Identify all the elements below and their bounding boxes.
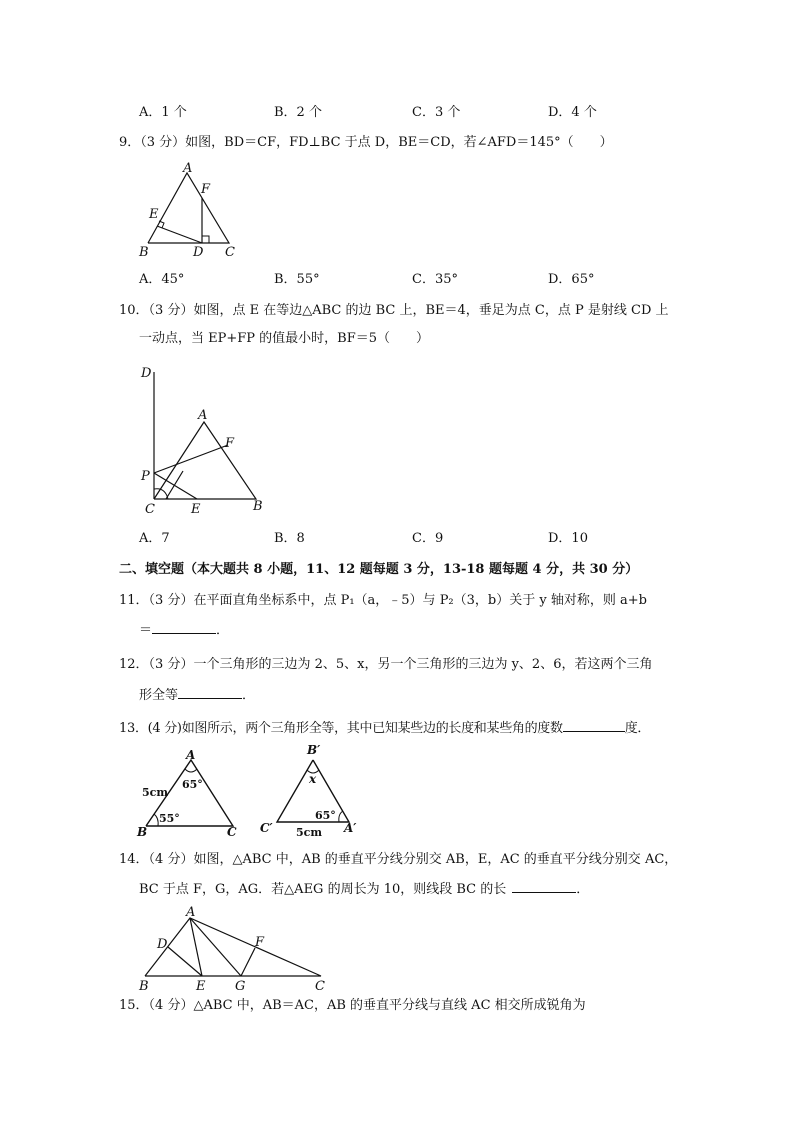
q13-answer-blank[interactable] bbox=[563, 719, 625, 732]
q14-label-d: D bbox=[157, 937, 168, 952]
q8-option-c: C．3 个 bbox=[412, 105, 461, 120]
q12-prefix: 形全等 bbox=[139, 688, 179, 703]
q10-segment-pf bbox=[154, 445, 228, 473]
q14-label-c: C bbox=[315, 979, 325, 994]
q9-option-c: C．35° bbox=[412, 272, 458, 287]
q10-question-line1: 10．（3 分）如图，点 E 在等边△ABC 的边 BC 上，BE＝4，垂足为点 C，点 P 是射线 CD 上 bbox=[119, 303, 669, 318]
q10-segment-pe bbox=[154, 473, 197, 499]
q13-tri2-shape bbox=[277, 760, 349, 822]
q12-question-line2 bbox=[139, 686, 255, 705]
q9-label-d: D bbox=[193, 245, 204, 260]
q10-label-c: C bbox=[145, 502, 155, 517]
q12-answer-blank[interactable] bbox=[178, 686, 242, 699]
q10-option-a: A．7 bbox=[139, 531, 170, 546]
q14-label-e: E bbox=[196, 979, 206, 994]
q11-prefix: ＝ bbox=[139, 623, 153, 638]
q11-question-line1: 11．（3 分）在平面直角坐标系中，点 P₁（a，﹣5）与 P₂（3，b）关于 y 轴对称，则 a+b bbox=[119, 593, 647, 608]
q9-triangle-abc bbox=[148, 173, 229, 243]
q9-segment-ed bbox=[157, 226, 202, 243]
q10-option-c: C．9 bbox=[412, 531, 444, 546]
q13-figure-triangle-2 bbox=[260, 740, 380, 840]
q9-label-e: E bbox=[149, 207, 159, 222]
q14-label-f: F bbox=[255, 935, 265, 950]
q13-suffix: 度． bbox=[624, 721, 651, 736]
q9-option-d: D．65° bbox=[548, 272, 595, 287]
q9-label-b: B bbox=[139, 245, 149, 260]
q15-question-line1: 15．（4 分）△ABC 中，AB＝AC，AB 的垂直平分线与直线 AC 相交所成锐角为 bbox=[119, 998, 586, 1013]
q11-question-line2 bbox=[139, 621, 229, 640]
q14-figure bbox=[135, 904, 335, 994]
q10-option-b: B．8 bbox=[274, 531, 305, 546]
q9-option-b: B．55° bbox=[274, 272, 320, 287]
q12-question-line1: 12．（3 分）一个三角形的三边为 2、5、x，另一个三角形的三边为 y、2、6，若这两个三角 bbox=[119, 657, 653, 672]
q10-triangle-abc bbox=[154, 422, 256, 499]
q14-question-line1: 14．（4 分）如图，△ABC 中，AB 的垂直平分线分别交 AB，E，AC 的垂直平分线分别交 AC， bbox=[119, 852, 678, 867]
q10-label-e: E bbox=[191, 502, 201, 517]
q12-suffix: ． bbox=[242, 688, 256, 703]
q13-tri2-angle-a: 65° bbox=[315, 809, 336, 822]
q13-figure-triangle-1 bbox=[138, 748, 258, 848]
q10-label-p: P bbox=[141, 469, 150, 484]
q10-label-a: A bbox=[198, 408, 208, 423]
q10-option-d: D．10 bbox=[548, 531, 588, 546]
q9-label-c: C bbox=[225, 245, 235, 260]
q14-answer-blank[interactable] bbox=[512, 880, 576, 893]
q9-question-text: 9．（3 分）如图，BD＝CF，FD⊥BC 于点 D，BE＝CD，若∠AFD＝145°（ ） bbox=[119, 135, 613, 150]
q14-prefix: BC 于点 F，G，AG．若△AEG 的周长为 10，则线段 BC 的长 bbox=[139, 882, 507, 897]
q13-tri2-label-a: A′ bbox=[344, 821, 357, 835]
q10-figure bbox=[135, 362, 275, 522]
q13-question-text bbox=[119, 719, 650, 738]
q8-option-a: A．1 个 bbox=[139, 105, 187, 120]
q13-tri1-angle-a: 65° bbox=[182, 778, 203, 791]
q14-label-b: B bbox=[139, 979, 149, 994]
q10-segment-e-helper bbox=[166, 471, 183, 499]
q9-option-a: A．45° bbox=[139, 272, 185, 287]
q13-tri1-side: 5cm bbox=[142, 786, 168, 799]
q13-tri2-angle-x: x bbox=[309, 772, 317, 786]
q9-right-angle-d bbox=[202, 236, 209, 243]
q13-prefix: 13．(4 分)如图所示，两个三角形全等，其中已知某些边的长度和某些角的度数 bbox=[119, 721, 563, 736]
q9-figure bbox=[135, 160, 255, 260]
q13-tri1-label-b: B bbox=[137, 825, 148, 839]
q8-option-b: B．2 个 bbox=[274, 105, 322, 120]
q9-label-a: A bbox=[183, 161, 193, 176]
q8-option-d: D．4 个 bbox=[548, 105, 597, 120]
q14-question-line2 bbox=[139, 880, 589, 899]
q14-segment-ag bbox=[190, 918, 241, 976]
q14-label-g: G bbox=[235, 979, 246, 994]
section-2-title: 二、填空题（本大题共 8 小题，11、12 题每题 3 分，13-18 题每题 4 分，共 30 分） bbox=[119, 562, 639, 577]
q10-question-line2: 一动点，当 EP+FP 的值最小时，BF＝5（ ） bbox=[139, 331, 430, 346]
q10-label-d: D bbox=[141, 366, 152, 381]
q14-segment-fg bbox=[241, 948, 255, 976]
q9-label-f: F bbox=[201, 182, 211, 197]
q14-suffix: ． bbox=[576, 882, 590, 897]
q13-tri1-label-a: A bbox=[186, 748, 196, 762]
q13-tri2-side: 5cm bbox=[296, 826, 322, 839]
q14-label-a: A bbox=[186, 905, 196, 920]
q11-suffix: ． bbox=[216, 623, 230, 638]
q11-answer-blank[interactable] bbox=[152, 621, 216, 634]
q13-tri1-label-c: C bbox=[227, 825, 237, 839]
q10-label-f: F bbox=[225, 436, 235, 451]
q13-tri2-label-c: C′ bbox=[260, 821, 273, 835]
q13-tri2-label-b: B′ bbox=[307, 743, 321, 757]
q10-angle-mark bbox=[154, 489, 168, 499]
q13-tri1-angle-b: 55° bbox=[159, 812, 180, 825]
q10-label-b: B bbox=[253, 499, 263, 514]
